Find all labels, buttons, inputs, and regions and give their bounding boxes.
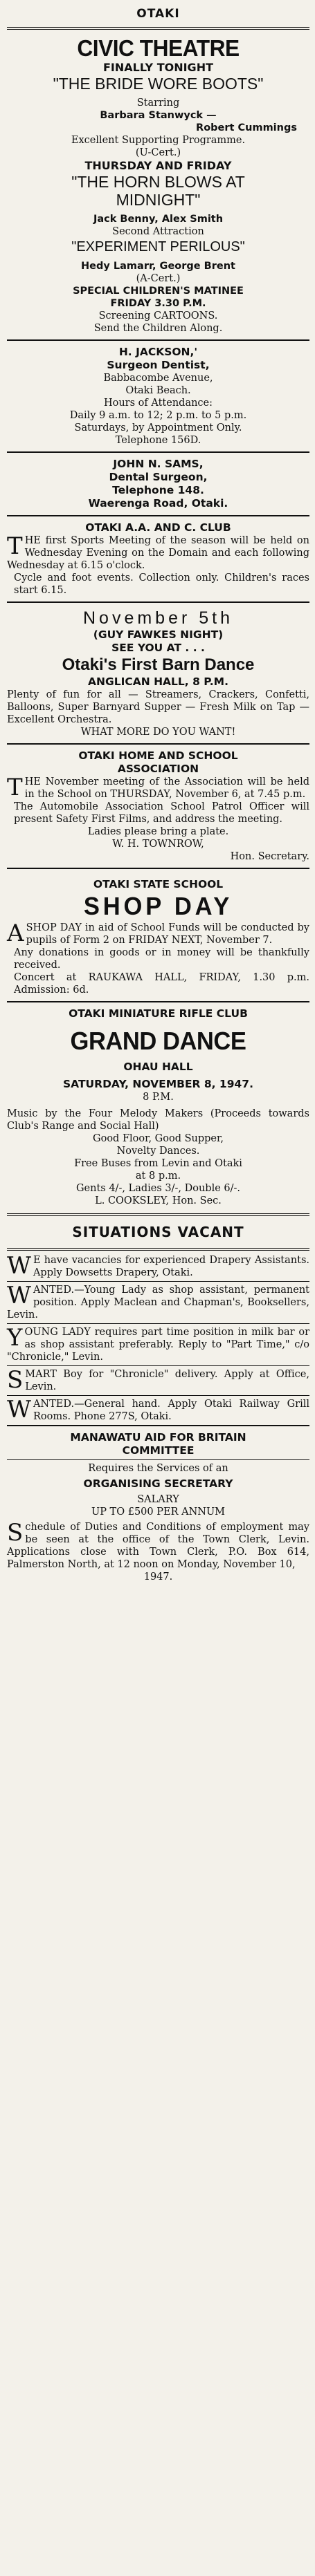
jackson-title: Surgeon Dentist, [107,359,210,371]
rifle-sign: L. COOKSLEY, Hon. Sec. [95,1195,222,1206]
shop-day-title1: OTAKI STATE SCHOOL [93,878,224,890]
sams-phone: Telephone 148. [112,484,204,496]
vacancy-ad [7,1368,309,1393]
jackson-hours2: Saturdays, by Appointment Only. [74,422,242,433]
shop-day-title2: SHOP DAY [83,892,233,920]
divider [7,27,309,30]
vacancy-drop-cap: W [7,1252,31,1280]
divider [7,1248,309,1251]
vacancy-drop-cap: W [7,1282,31,1309]
aaa-title: OTAKI A.A. AND C. CLUB [85,521,231,534]
barn-body: Plenty of fun for all — Streamers, Crackers, Confetti, Balloons, Super Barnyard Supper — Fresh Milk on Tap — Excellent Orchestra. [7,689,309,725]
jackson-addr1: Babbacombe Avenue, [103,373,213,384]
aaa-body: HE first Sports Meeting of the season will be held on Wednesday Evening on the Domain and each following Wednesday at 6.15 o'clock. [7,535,309,571]
civic-matinee: SPECIAL CHILDREN'S MATINEE [73,286,244,297]
civic-second: Second Attraction [112,226,204,237]
civic-matinee-time: FRIDAY 3.30 P.M. [110,298,206,309]
civic-star1: Barbara Stanwyck — [100,110,217,121]
rifle-buses2: at 8 p.m. [135,1170,181,1182]
manawatu-title2: COMMITTEE [122,1444,195,1457]
vacancy-text: ANTED.—Young Lady as shop assistant, permanent position. Apply Maclean and Chapman's, Booksellers, Levin. [7,1285,309,1320]
divider [7,868,309,869]
divider [7,1213,309,1216]
civic-days2: THURSDAY AND FRIDAY [84,159,232,172]
rifle-hall: OHAU HALL [123,1061,193,1073]
manawatu-position: ORGANISING SECRETARY [83,1477,233,1490]
school-assoc-sign: W. H. TOWNROW, [112,839,204,850]
barn-guy: (GUY FAWKES NIGHT) [93,628,224,641]
school-assoc-sign-title: Hon. Secretary. [230,851,309,862]
vacancy-drop-cap: Y [7,1324,23,1352]
aaa-club-ad [7,519,309,599]
manawatu-requires: Requires the Services of an [88,1463,228,1474]
rifle-time: 8 P.M. [143,1092,174,1103]
manawatu-aid-ad [7,1428,309,1586]
civic-cert1: (U-Cert.) [135,147,181,158]
aaa-drop-cap: T [7,532,23,560]
shop-day-ad [7,871,309,999]
divider [7,1425,309,1426]
jackson-dentist-ad [7,343,309,449]
divider [7,1395,309,1396]
sams-title: Dental Surgeon, [109,471,208,483]
shop-day-body: SHOP DAY in aid of School Funds will be conducted by pupils of Form 2 on FRIDAY NEXT, November 7. [26,922,309,946]
vacancy-text: ANTED.—General hand. Apply Otaki Railway Grill Rooms. Phone 277S, Otaki. [33,1399,309,1422]
rifle-dance: GRAND DANCE [70,1027,246,1055]
divider [7,1281,309,1282]
jackson-hours1: Daily 9 a.m. to 12; 2 p.m. to 5 p.m. [69,410,247,421]
vacancy-drop-cap: W [7,1396,31,1424]
rifle-date: SATURDAY, NOVEMBER 8, 1947. [63,1078,253,1090]
barn-hall: ANGLICAN HALL, 8 P.M. [88,675,228,688]
column-title: OTAKI [136,7,180,21]
rifle-title: OTAKI MINIATURE RIFLE CLUB [69,1007,248,1020]
divider [7,1365,309,1366]
school-assoc-title1: OTAKI HOME AND SCHOOL [78,749,238,762]
civic-film3: "EXPERIMENT PERILOUS" [71,239,245,254]
manawatu-title1: MANAWATU AID FOR BRITAIN [70,1431,246,1444]
civic-stars2: Jack Benny, Alex Smith [93,214,224,225]
jackson-phone: Telephone 156D. [115,435,201,446]
shop-day-drop-cap: A [7,920,24,947]
civic-line1: FINALLY TONIGHT [102,61,213,74]
barn-title: Otaki's First Barn Dance [62,655,255,674]
sams-dentist-ad [7,455,309,513]
civic-stars3: Hedy Lamarr, George Brent [81,261,235,272]
shop-day-body2: Any donations in goods or in money will be thankfully received. [14,947,309,971]
situations-vacant-heading: SITUATIONS VACANT [72,1224,244,1240]
divider [7,1001,309,1002]
rifle-buses1: Free Buses from Levin and Otaki [74,1158,242,1169]
divider [7,451,309,453]
civic-film1: "THE BRIDE WORE BOOTS" [53,75,264,93]
sams-addr: Waerenga Road, Otaki. [88,497,228,510]
civic-cert2: (A-Cert.) [136,273,181,284]
school-assoc-title2: ASSOCIATION [117,763,199,775]
divider [7,339,309,341]
shop-day-body3: Concert at RAUKAWA HALL, FRIDAY, 1.30 p.m. Admission: 6d. [14,972,309,996]
manawatu-drop-cap: S [7,1519,24,1547]
rifle-food: Good Floor, Good Supper, [93,1133,224,1144]
civic-star2: Robert Cummings [196,122,297,133]
civic-starring: Starring [136,97,180,109]
barn-more: WHAT MORE DO YOU WANT! [80,727,236,738]
civic-support: Excellent Supporting Programme. [71,135,246,146]
aaa-body2: Cycle and foot events. Collection only. Children's races start 6.15. [14,572,309,596]
civic-screening: Screening CARTOONS. [98,310,218,321]
civic-film2a: "THE HORN BLOWS AT [71,173,245,191]
divider [7,743,309,745]
school-association-ad [7,747,309,866]
manawatu-amount: UP TO £500 PER ANNUM [91,1506,226,1518]
vacancy-text: MART Boy for "Chronicle" delivery. Apply at Office, Levin. [25,1369,309,1392]
jackson-addr2: Otaki Beach. [125,385,191,396]
divider [7,1323,309,1324]
vacancy-ad [7,1326,309,1363]
vacancy-text: E have vacancies for experienced Drapery Assistants. Apply Dowsetts Drapery, Otaki. [33,1255,309,1278]
barn-date: November 5th [82,608,234,628]
vacancy-drop-cap: S [7,1366,24,1394]
vacancy-text: OUNG LADY requires part time position in milk bar or as shop assistant preferably. Reply to "Part Time," c/o "Chronicle," Levin. [7,1327,309,1363]
manawatu-salary: SALARY [137,1494,179,1505]
civic-theatre-ad [7,33,309,337]
jackson-hours-title: Hours of Attendance: [103,398,213,409]
school-assoc-body: HE November meeting of the Association will be held in the School on THURSDAY, November 6, at 7.45 p.m. [24,776,309,800]
school-assoc-body2: The Automobile Association School Patrol Officer will present Safety First Films, and address the meeting. [14,801,309,825]
rifle-prices: Gents 4/-, Ladies 3/-, Double 6/-. [75,1183,241,1194]
civic-send: Send the Children Along. [93,323,223,334]
barn-dance-ad [7,605,309,741]
vacancy-ad [7,1254,309,1279]
divider [7,601,309,603]
rifle-club-ad [7,1005,309,1210]
civic-title: CIVIC THEATRE [77,35,240,61]
barn-see: SEE YOU AT . . . [111,642,205,654]
school-assoc-drop-cap: T [7,774,23,801]
rifle-body: Music by the Four Melody Makers (Proceeds towards Club's Range and Social Hall) [7,1108,309,1132]
vacancy-ad [7,1398,309,1423]
manawatu-body: chedule of Duties and Conditions of employment may be seen at the office of the Town Clerk, Levin. Applications close with Town Clerk, P.O. Box 614, Palmerston North, at 12 noon on Monday, November 10, [7,1522,309,1570]
vacancy-ad [7,1284,309,1321]
rifle-novelty: Novelty Dances. [116,1146,200,1157]
civic-film2b: MIDNIGHT" [116,191,201,209]
divider [7,515,309,516]
divider [7,1459,309,1460]
manawatu-year: 1947. [143,1571,173,1583]
school-assoc-ladies: Ladies please bring a plate. [87,826,229,837]
sams-name: JOHN N. SAMS, [113,458,204,470]
jackson-name: H. JACKSON,' [118,346,198,358]
